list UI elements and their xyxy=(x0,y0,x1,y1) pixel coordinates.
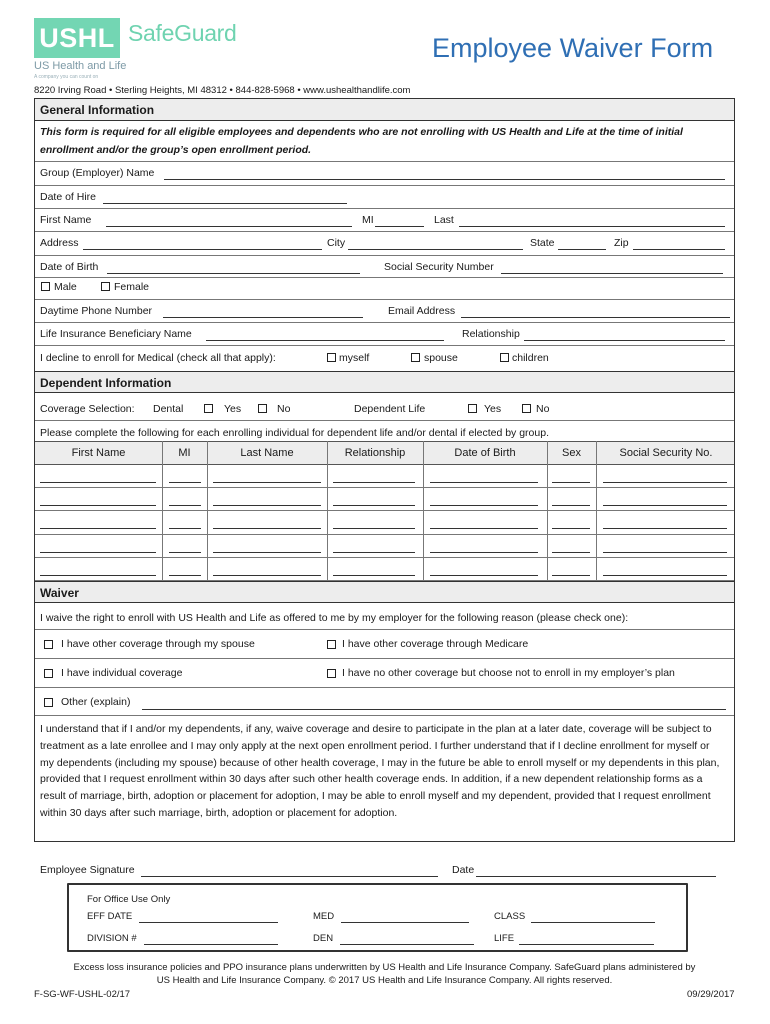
company-address: 8220 Irving Road • Sterling Heights, MI 48312 • 844-828-5968 • www.ushealthandlife.com xyxy=(34,85,411,96)
division-label: DIVISION # xyxy=(87,933,137,944)
dependent-cell-field[interactable] xyxy=(40,552,156,553)
relationship-field[interactable] xyxy=(524,340,725,341)
ushl-logo: USHL xyxy=(34,18,120,58)
life-no-checkbox[interactable] xyxy=(522,404,531,413)
dependent-cell-field[interactable] xyxy=(333,552,415,553)
dependent-instructions: Please complete the following for each enrolling individual for dependent life and/or dental if elected by group. xyxy=(40,427,549,439)
dependent-cell-field[interactable] xyxy=(333,482,415,483)
den-label: DEN xyxy=(313,933,334,944)
medicare-coverage-label: I have other coverage through Medicare xyxy=(342,638,529,650)
waiver-section-title: Waiver xyxy=(35,581,734,603)
dental-yes-checkbox[interactable] xyxy=(204,404,213,413)
dependent-cell-field[interactable] xyxy=(213,575,321,576)
state-field[interactable] xyxy=(558,249,606,250)
spouse-label: spouse xyxy=(424,352,458,364)
first-name-field[interactable] xyxy=(106,226,352,227)
individual-coverage-checkbox[interactable] xyxy=(44,669,53,678)
division-field[interactable] xyxy=(144,944,278,945)
medicare-coverage-checkbox[interactable] xyxy=(327,640,336,649)
dependent-cell-field[interactable] xyxy=(213,528,321,529)
date-of-hire-field[interactable] xyxy=(103,203,347,204)
no-coverage-checkbox[interactable] xyxy=(327,669,336,678)
dependent-cell-field[interactable] xyxy=(169,528,201,529)
col-mi: MI xyxy=(178,447,191,459)
waiver-statement: I understand that if I and/or my dependents, if any, waive coverage and desire to participate in the plan at a later date, coverage will be subject to treatment as a late enrollee and I may only apply at the next open enrollment period. I further understand that if I decline enrollment for myself or my dependents (including my spouse) because of other health coverage, I may in the future be able to enroll myself or my dependents in this plan, provided that I request enrollment within 30 days after such other health coverage ends. In addition, if a new dependent relationship forms as a result of marriage, birth, adoption or placement for adoption, I may be able to enroll myself and my dependent, provided that I request enrollment within 30 days after such marriage, birth, adoption or placement for adoption. xyxy=(40,723,720,819)
dependent-cell-field[interactable] xyxy=(169,482,201,483)
coverage-selection-label: Coverage Selection: xyxy=(40,403,135,415)
general-section-title: General Information xyxy=(35,99,734,121)
med-field[interactable] xyxy=(341,922,469,923)
dependent-cell-field[interactable] xyxy=(40,575,156,576)
dependent-cell-field[interactable] xyxy=(40,505,156,506)
beneficiary-label: Life Insurance Beneficiary Name xyxy=(40,328,192,340)
male-checkbox[interactable] xyxy=(41,282,50,291)
female-label: Female xyxy=(114,281,150,293)
col-date-of-birth: Date of Birth xyxy=(454,447,516,459)
dependent-section-title: Dependent Information xyxy=(35,371,734,393)
dependent-cell-field[interactable] xyxy=(430,505,538,506)
dependent-cell-field[interactable] xyxy=(603,505,727,506)
office-use-title: For Office Use Only xyxy=(87,894,171,905)
myself-checkbox[interactable] xyxy=(327,353,336,362)
dependent-cell-field[interactable] xyxy=(430,528,538,529)
individual-coverage-label: I have individual coverage xyxy=(61,667,183,679)
email-label: Email Address xyxy=(388,305,456,317)
dental-label: Dental xyxy=(153,403,184,415)
email-field[interactable] xyxy=(461,317,730,318)
dependent-cell-field[interactable] xyxy=(169,505,201,506)
dependent-table-row xyxy=(35,488,734,511)
zip-label: Zip xyxy=(614,237,629,249)
dependent-cell-field[interactable] xyxy=(603,575,727,576)
dependent-table-row xyxy=(35,535,734,558)
last-name-field[interactable] xyxy=(459,226,725,227)
dependent-cell-field[interactable] xyxy=(213,505,321,506)
dependent-cell-field[interactable] xyxy=(333,575,415,576)
phone-field[interactable] xyxy=(163,317,363,318)
dental-no-checkbox[interactable] xyxy=(258,404,267,413)
last-name-label: Last xyxy=(434,214,454,226)
eff-date-label: EFF DATE xyxy=(87,911,133,922)
dental-no-label: No xyxy=(277,403,291,415)
dependent-cell-field[interactable] xyxy=(430,575,538,576)
group-name-label: Group (Employer) Name xyxy=(40,167,155,179)
form-code: F-SG-WF-USHL-02/17 xyxy=(34,989,131,1000)
eff-date-field[interactable] xyxy=(139,922,278,923)
dob-label: Date of Birth xyxy=(40,261,99,273)
spouse-coverage-label: I have other coverage through my spouse xyxy=(61,638,255,650)
ssn-label: Social Security Number xyxy=(384,261,494,273)
dependent-cell-field[interactable] xyxy=(552,552,590,553)
state-label: State xyxy=(530,237,555,249)
mi-label: MI xyxy=(362,214,374,226)
other-reason-label: Other (explain) xyxy=(61,696,131,708)
waiver-intro: I waive the right to enroll with US Health and Life as offered to me by my employer for the following reason (please check one): xyxy=(40,612,629,624)
logo-subtitle: US Health and Life xyxy=(34,60,127,72)
spouse-coverage-checkbox[interactable] xyxy=(44,640,53,649)
decline-medical-label: I decline to enroll for Medical (check all that apply): xyxy=(40,352,276,364)
dependent-cell-field[interactable] xyxy=(430,552,538,553)
dependent-table-row xyxy=(35,465,734,488)
life-no-label: No xyxy=(536,403,550,415)
other-reason-checkbox[interactable] xyxy=(44,698,53,707)
signature-date-field[interactable] xyxy=(476,876,716,877)
address-field[interactable] xyxy=(83,249,322,250)
dependent-table-header xyxy=(35,441,734,465)
den-field[interactable] xyxy=(340,944,474,945)
dependent-cell-field[interactable] xyxy=(552,575,590,576)
med-label: MED xyxy=(313,911,335,922)
life-yes-label: Yes xyxy=(484,403,502,415)
other-reason-field[interactable] xyxy=(142,709,726,710)
dependent-cell-field[interactable] xyxy=(603,528,727,529)
dependent-cell-field[interactable] xyxy=(603,482,727,483)
dependent-cell-field[interactable] xyxy=(603,552,727,553)
spouse-checkbox[interactable] xyxy=(411,353,420,362)
general-notice: This form is required for all eligible employees and dependents who are not enrolling with US Health and Life at the time of initial enrollment and/or the group’s open enrollment period. xyxy=(40,126,683,156)
address-label: Address xyxy=(40,237,79,249)
dependent-cell-field[interactable] xyxy=(40,528,156,529)
dependent-cell-field[interactable] xyxy=(552,505,590,506)
beneficiary-field[interactable] xyxy=(206,340,444,341)
dependent-cell-field[interactable] xyxy=(169,552,201,553)
first-name-label: First Name xyxy=(40,214,92,226)
dependent-table-row xyxy=(35,558,734,581)
children-label: children xyxy=(512,352,549,364)
city-field[interactable] xyxy=(348,249,523,250)
footer-disclaimer-line1: Excess loss insurance policies and PPO insurance plans underwritten by US Health and Life Insurance Company. SafeGuard plans administered by xyxy=(73,962,696,973)
employee-signature-label: Employee Signature xyxy=(40,864,135,876)
footer-disclaimer-line2: US Health and Life Insurance Company. © 2017 US Health and Life Insurance Company. All rights reserved. xyxy=(156,975,613,986)
form-title: Employee Waiver Form xyxy=(432,33,714,63)
dob-field[interactable] xyxy=(107,273,360,274)
relationship-label: Relationship xyxy=(462,328,520,340)
employee-signature-field[interactable] xyxy=(141,876,438,877)
dependent-table-row xyxy=(35,511,734,534)
class-field[interactable] xyxy=(531,922,655,923)
male-label: Male xyxy=(54,281,77,293)
myself-label: myself xyxy=(339,352,370,364)
dependent-cell-field[interactable] xyxy=(552,482,590,483)
no-coverage-label: I have no other coverage but choose not to enroll in my employer’s plan xyxy=(342,667,675,679)
dependent-cell-field[interactable] xyxy=(213,552,321,553)
dependent-cell-field[interactable] xyxy=(40,482,156,483)
dependent-cell-field[interactable] xyxy=(213,482,321,483)
life-label: LIFE xyxy=(494,933,515,944)
dependent-cell-field[interactable] xyxy=(333,505,415,506)
col-ssn: Social Security No. xyxy=(619,447,713,459)
signature-date-label: Date xyxy=(452,864,475,876)
col-last-name: Last Name xyxy=(240,447,294,459)
col-sex: Sex xyxy=(562,447,581,459)
dependent-cell-field[interactable] xyxy=(430,482,538,483)
ssn-field[interactable] xyxy=(501,273,723,274)
safeguard-logo: SafeGuard xyxy=(128,20,237,46)
class-label: CLASS xyxy=(494,911,526,922)
date-of-hire-label: Date of Hire xyxy=(40,191,97,203)
form-frame xyxy=(34,98,735,842)
life-field[interactable] xyxy=(519,944,654,945)
dependent-life-label: Dependent Life xyxy=(354,403,426,415)
zip-field[interactable] xyxy=(633,249,725,250)
dental-yes-label: Yes xyxy=(224,403,242,415)
office-use-box xyxy=(67,883,688,952)
female-checkbox[interactable] xyxy=(101,282,110,291)
form-revision-date: 09/29/2017 xyxy=(687,989,735,1000)
life-yes-checkbox[interactable] xyxy=(468,404,477,413)
dependent-cell-field[interactable] xyxy=(169,575,201,576)
phone-label: Daytime Phone Number xyxy=(40,305,153,317)
mi-field[interactable] xyxy=(375,226,424,227)
group-name-field[interactable] xyxy=(164,179,725,180)
logo-tagline: A company you can count on xyxy=(34,74,99,80)
dependent-cell-field[interactable] xyxy=(552,528,590,529)
col-relationship: Relationship xyxy=(344,447,406,459)
dependent-cell-field[interactable] xyxy=(333,528,415,529)
col-first-name: First Name xyxy=(71,447,126,459)
city-label: City xyxy=(327,237,346,249)
children-checkbox[interactable] xyxy=(500,353,509,362)
